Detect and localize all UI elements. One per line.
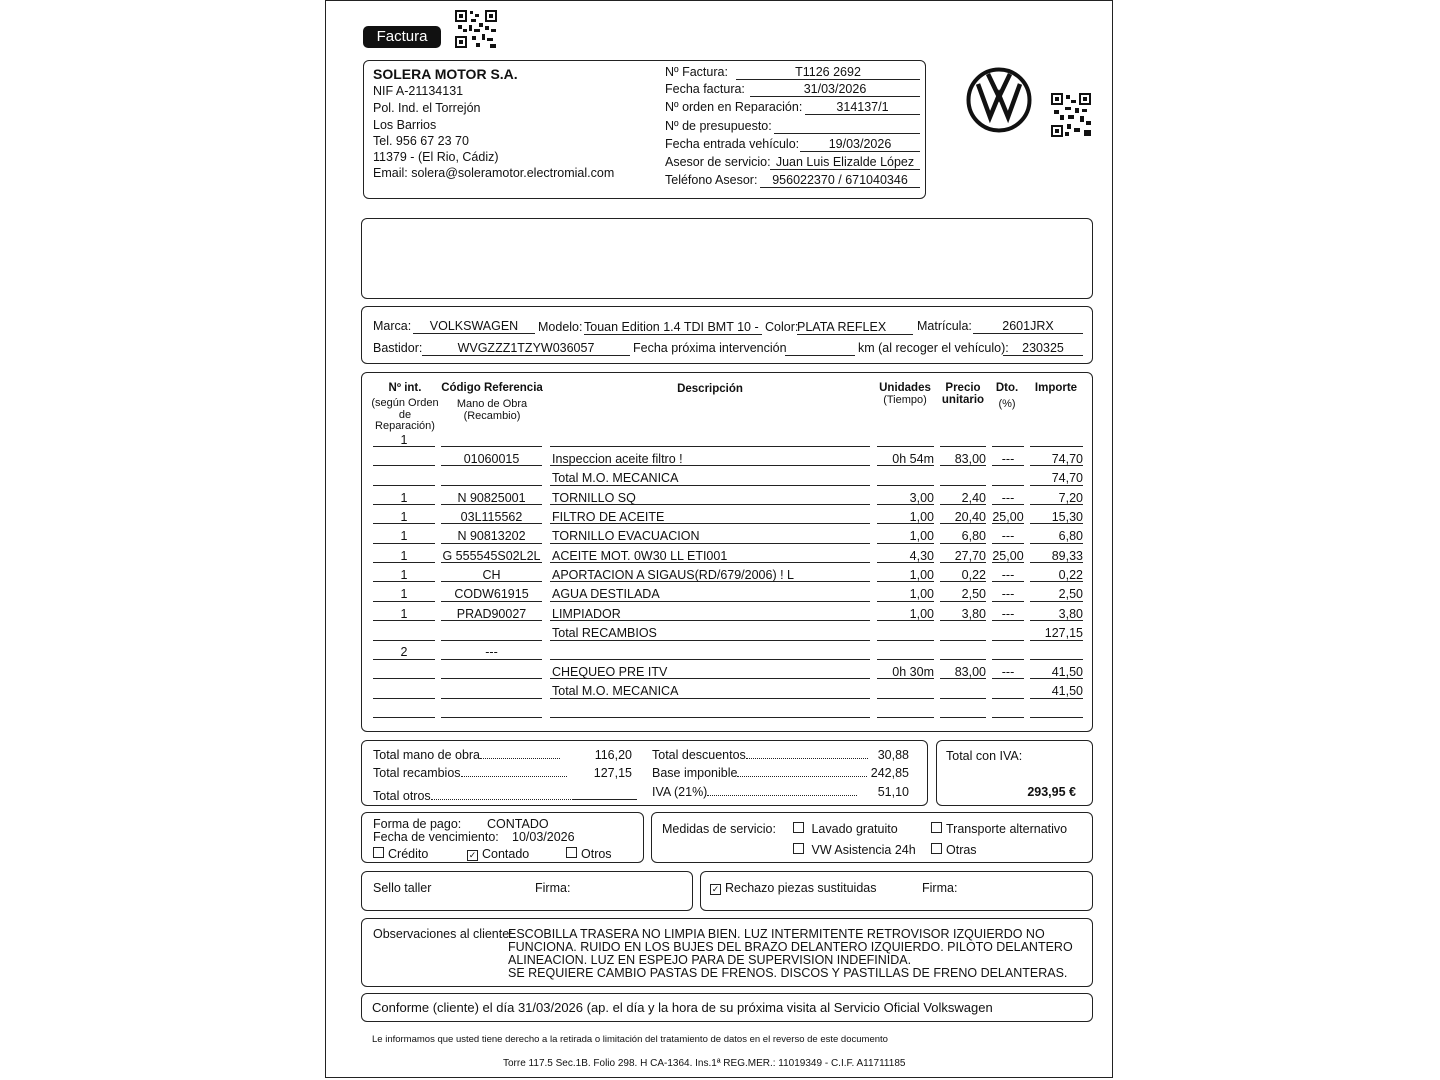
- vw-assist-option[interactable]: VW Asistencia 24h: [793, 843, 916, 857]
- observation-line: ALINEACION. LUZ EN ESPEJO PARA DE SUPERVISION INDEFINIDA.: [508, 953, 912, 967]
- company-phone: Tel. 956 67 23 70: [373, 134, 469, 148]
- row-price: 20,40: [954, 509, 986, 524]
- observation-line: SE REQUIERE CAMBIO PASTAS DE FRENOS. DISCOS Y PASTILLAS DE FRENO DELANTERAS.: [508, 966, 1068, 980]
- cash-option[interactable]: ✓ Contado: [468, 847, 530, 861]
- signature-label: Firma:: [535, 881, 571, 895]
- row-price: 83,00: [954, 664, 986, 679]
- row-rule: [373, 640, 435, 641]
- col-header-code-sub: Mano de Obra (Recambio): [456, 398, 528, 422]
- row-description: CHEQUEO PRE ITV: [552, 664, 668, 679]
- invoice-date: 31/03/2026: [750, 82, 920, 97]
- row-rule: [940, 485, 986, 486]
- row-code: PRAD90027: [456, 606, 527, 621]
- row-nint: 1: [400, 548, 408, 563]
- row-rule: [940, 717, 986, 718]
- row-amount: 2,50: [1058, 587, 1083, 602]
- row-rule: [1030, 446, 1083, 447]
- row-units: 1,00: [909, 567, 934, 582]
- row-rule: [373, 485, 435, 486]
- row-amount: 41,50: [1051, 684, 1083, 699]
- row-nint: 1: [400, 529, 408, 544]
- vat-amount: 51,10: [877, 785, 909, 799]
- row-rule: [992, 659, 1024, 660]
- service-advisor: Juan Luis Elizalde López: [770, 155, 920, 170]
- row-amount: 6,80: [1058, 529, 1083, 544]
- row-discount: ---: [1001, 567, 1015, 582]
- col-header-price: Precio unitario: [941, 382, 985, 406]
- row-description: TORNILLO EVACUACION: [552, 529, 700, 544]
- row-discount: ---: [1001, 451, 1015, 466]
- company-town: Los Barrios: [373, 118, 437, 132]
- reject-parts-option[interactable]: ✓ Rechazo piezas sustituidas: [711, 881, 877, 895]
- row-nint: 1: [400, 432, 408, 447]
- budget-number: [774, 119, 920, 134]
- row-nint: 1: [400, 606, 408, 621]
- qr-code-icon: [454, 9, 498, 49]
- row-rule: [373, 678, 435, 679]
- advisor-phone-label: Teléfono Asesor:: [665, 173, 758, 187]
- row-rule: [940, 698, 986, 699]
- grand-total-label: Total con IVA:: [946, 749, 1023, 763]
- row-price: 2,40: [961, 490, 986, 505]
- row-code: CODW61915: [454, 587, 529, 602]
- row-rule: [940, 659, 986, 660]
- row-description: Total RECAMBIOS: [552, 626, 657, 640]
- row-rule: [441, 678, 542, 679]
- invoice-number-label: Nº Factura:: [665, 65, 728, 79]
- service-advisor-label: Asesor de servicio:: [665, 155, 771, 169]
- alt-transport-option[interactable]: Transporte alternativo: [931, 822, 1067, 836]
- vin-label: Bastidor:: [373, 341, 423, 355]
- row-units: 0h 30m: [892, 664, 934, 679]
- total-parts: 127,15: [593, 766, 632, 780]
- vat-label: IVA (21%): [652, 785, 708, 799]
- row-description: Total M.O. MECANICA: [552, 684, 679, 699]
- row-units: 1,00: [909, 587, 934, 602]
- row-discount: ---: [1001, 490, 1015, 505]
- conformity-text: Conforme (cliente) el día 31/03/2026 (ap. el día y la hora de su próxima visita al Servicio Oficial Volkswagen: [372, 1000, 993, 1015]
- vehicle-model: Touan Edition 1.4 TDI BMT 10 -: [584, 320, 762, 335]
- privacy-notice: Le informamos que usted tiene derecho a la retirada o limitación del tratamiento de datos en el reverso de este documento: [372, 1034, 888, 1045]
- grand-total: 293,95 €: [1027, 785, 1076, 799]
- row-discount: ---: [1001, 529, 1015, 544]
- total-discounts-label: Total descuentos: [652, 748, 746, 762]
- col-header-amount: Importe: [1034, 382, 1078, 394]
- row-description: ACEITE MOT. 0W30 LL ETI001: [552, 548, 728, 563]
- vehicle-vin: WVGZZZ1TZYW036057: [422, 341, 630, 356]
- invoice-number: T1126 2692: [736, 65, 920, 80]
- color-label: Color:: [765, 320, 799, 334]
- row-code: N 90825001: [457, 490, 526, 505]
- row-nint: 2: [400, 645, 408, 660]
- row-rule: [877, 446, 934, 447]
- observation-line: FUNCIONA. RUIDO EN LOS BUJES DEL BRAZO DELANTERO IZQUIERDO. PILOTO DELANTERO: [508, 940, 1073, 954]
- row-rule: [441, 717, 542, 718]
- row-units: 0h 54m: [892, 451, 934, 466]
- company-city: 11379 - (El Rio, Cádiz): [373, 150, 499, 164]
- other-option[interactable]: Otros: [566, 847, 612, 861]
- row-rule: [373, 465, 435, 466]
- next-intervention-label: Fecha próxima intervención: [633, 341, 787, 355]
- row-code: N 90813202: [457, 529, 526, 544]
- row-rule: [992, 446, 1024, 447]
- brand-label: Marca:: [373, 319, 412, 333]
- due-date-label: Fecha de vencimiento:: [373, 830, 499, 844]
- observations-label: Observaciones al cliente:: [373, 927, 513, 941]
- observation-line: ESCOBILLA TRASERA NO LIMPIA BIEN. LUZ INTERMITENTE RETROVISOR IZQUIERDO NO: [508, 927, 1045, 941]
- tax-base: 242,85: [870, 766, 909, 780]
- row-rule: [877, 698, 934, 699]
- row-rule: [1030, 717, 1083, 718]
- row-rule: [992, 640, 1024, 641]
- row-code: 01060015: [463, 451, 520, 466]
- row-amount: 74,70: [1051, 451, 1083, 466]
- row-price: 6,80: [961, 529, 986, 544]
- row-price: 27,70: [954, 548, 986, 563]
- row-amount: 89,33: [1051, 548, 1083, 563]
- checkbox-icon[interactable]: [793, 843, 804, 854]
- row-rule: [441, 698, 542, 699]
- document-type-badge: Factura: [363, 26, 441, 48]
- row-rule: [940, 640, 986, 641]
- service-measures-label: Medidas de servicio:: [662, 822, 776, 836]
- checkbox-icon[interactable]: [793, 822, 804, 833]
- row-amount: 74,70: [1051, 471, 1083, 486]
- total-other-label: Total otros: [373, 789, 431, 803]
- row-description: AGUA DESTILADA: [552, 587, 660, 602]
- row-nint: 1: [400, 587, 408, 602]
- row-description: LIMPIADOR: [552, 606, 621, 621]
- due-date: 10/03/2026: [512, 830, 575, 844]
- vehicle-entry-label: Fecha entrada vehículo:: [665, 137, 800, 151]
- row-amount: 3,80: [1058, 606, 1083, 621]
- row-price: 3,80: [961, 606, 986, 621]
- km-label: km (al recoger el vehículo):: [858, 341, 1009, 355]
- checked-checkbox-icon[interactable]: ✓: [468, 850, 477, 860]
- row-rule: [877, 485, 934, 486]
- checkbox-icon[interactable]: [373, 847, 384, 858]
- row-discount: 25,00: [992, 548, 1024, 563]
- payment-method-label: Forma de pago:: [373, 817, 462, 831]
- row-rule: [877, 640, 934, 641]
- registry-info: Torre 117.5 Sec.1B. Folio 298. H CA-1364. Ins.1ª REG.MER.: 11019349 - C.I.F. A11711185: [503, 1058, 906, 1069]
- repair-order: 314137/1: [805, 100, 920, 115]
- col-header-discount-sub: (%): [998, 398, 1016, 410]
- row-units: 1,00: [909, 606, 934, 621]
- row-rule: [441, 640, 542, 641]
- plate-label: Matrícula:: [917, 319, 972, 333]
- col-header-nint-sub: (según Orden de Reparación): [371, 397, 439, 432]
- row-amount: 127,15: [1044, 626, 1083, 640]
- col-header-units: Unidades: [879, 382, 931, 394]
- company-nif: NIF A-21134131: [373, 84, 464, 98]
- row-description: TORNILLO SQ: [552, 490, 636, 505]
- vehicle-km: 230325: [1003, 341, 1083, 356]
- row-price: 2,50: [961, 587, 986, 602]
- col-header-units-sub: (Tiempo): [883, 394, 927, 406]
- payment-method: CONTADO: [487, 817, 549, 831]
- row-discount: ---: [1001, 606, 1015, 621]
- row-nint: 1: [400, 490, 408, 505]
- budget-label: Nº de presupuesto:: [665, 119, 772, 133]
- vehicle-plate: 2601JRX: [973, 319, 1083, 334]
- company-name: SOLERA MOTOR S.A.: [373, 66, 518, 82]
- workshop-seal-label: Sello taller: [373, 881, 432, 895]
- signature-label-2: Firma:: [922, 881, 958, 895]
- row-rule: [940, 446, 986, 447]
- row-units: 3,00: [909, 490, 934, 505]
- row-nint: 1: [400, 567, 408, 582]
- total-discounts: 30,88: [877, 748, 909, 762]
- row-code: 03L115562: [460, 509, 523, 524]
- total-parts-label: Total recambios: [373, 766, 461, 780]
- vehicle-color: PLATA REFLEX: [797, 320, 913, 335]
- row-code: G 555545S02L2L: [442, 548, 541, 563]
- row-rule: [441, 446, 542, 447]
- row-description: Total M.O. MECANICA: [552, 471, 679, 486]
- free-wash-option[interactable]: Lavado gratuito: [793, 822, 898, 836]
- invoice-date-label: Fecha factura:: [665, 82, 745, 96]
- checked-checkbox-icon[interactable]: ✓: [711, 884, 720, 894]
- credit-option[interactable]: Crédito: [373, 847, 428, 861]
- row-price: 0,22: [961, 567, 986, 582]
- col-header-nint: Nº int.: [388, 382, 422, 394]
- row-units: 1,00: [909, 529, 934, 544]
- row-code: CH: [482, 567, 501, 582]
- row-rule: [373, 717, 435, 718]
- row-amount: 15,30: [1051, 509, 1083, 524]
- row-amount: 7,20: [1058, 490, 1083, 505]
- other-services-option[interactable]: Otras: [931, 843, 977, 857]
- row-rule: [441, 485, 542, 486]
- volkswagen-logo-icon: [966, 67, 1032, 133]
- row-rule: [992, 717, 1024, 718]
- row-units: 4,30: [909, 548, 934, 563]
- row-units: 1,00: [909, 509, 934, 524]
- row-rule: [1030, 659, 1083, 660]
- checkbox-icon[interactable]: [566, 847, 577, 858]
- row-description: APORTACION A SIGAUS(RD/679/2006) ! L: [552, 567, 794, 582]
- row-rule: [992, 698, 1024, 699]
- customer-address-box: [361, 218, 1093, 299]
- row-description: Inspeccion aceite filtro !: [552, 451, 683, 466]
- row-rule: [550, 717, 870, 718]
- checkbox-icon[interactable]: [931, 822, 942, 833]
- row-rule: [877, 659, 934, 660]
- next-intervention-date: [785, 341, 855, 356]
- qr-code-icon: [1051, 93, 1091, 137]
- company-email: Email: solera@soleramotor.electromial.com: [373, 166, 615, 180]
- col-header-discount: Dto.: [995, 382, 1019, 394]
- row-amount: 41,50: [1051, 664, 1083, 679]
- checkbox-icon[interactable]: [931, 843, 942, 854]
- row-discount: ---: [1001, 664, 1015, 679]
- repair-order-label: Nº orden en Reparación:: [665, 100, 803, 114]
- row-rule: [550, 446, 870, 447]
- row-code: ---: [485, 645, 498, 660]
- row-amount: 0,22: [1058, 567, 1083, 582]
- model-label: Modelo:: [538, 320, 583, 334]
- company-address: Pol. Ind. el Torrejón: [373, 101, 481, 115]
- advisor-phone: 956022370 / 671040346: [760, 173, 920, 188]
- total-labor: 116,20: [594, 748, 632, 762]
- row-rule: [877, 717, 934, 718]
- total-other: [573, 785, 637, 800]
- col-header-description: Descripción: [677, 383, 743, 395]
- vehicle-entry-date: 19/03/2026: [800, 137, 920, 152]
- total-labor-label: Total mano de obra: [373, 748, 481, 762]
- row-rule: [550, 659, 870, 660]
- row-nint: 1: [400, 509, 408, 524]
- row-discount: 25,00: [992, 509, 1024, 524]
- tax-base-label: Base imponible: [652, 766, 738, 780]
- col-header-code: Código Referencia: [441, 382, 543, 394]
- row-description: FILTRO DE ACEITE: [552, 509, 665, 524]
- row-rule: [992, 485, 1024, 486]
- row-price: 83,00: [954, 451, 986, 466]
- vehicle-brand: VOLKSWAGEN: [413, 319, 535, 334]
- row-discount: ---: [1001, 587, 1015, 602]
- row-rule: [373, 698, 435, 699]
